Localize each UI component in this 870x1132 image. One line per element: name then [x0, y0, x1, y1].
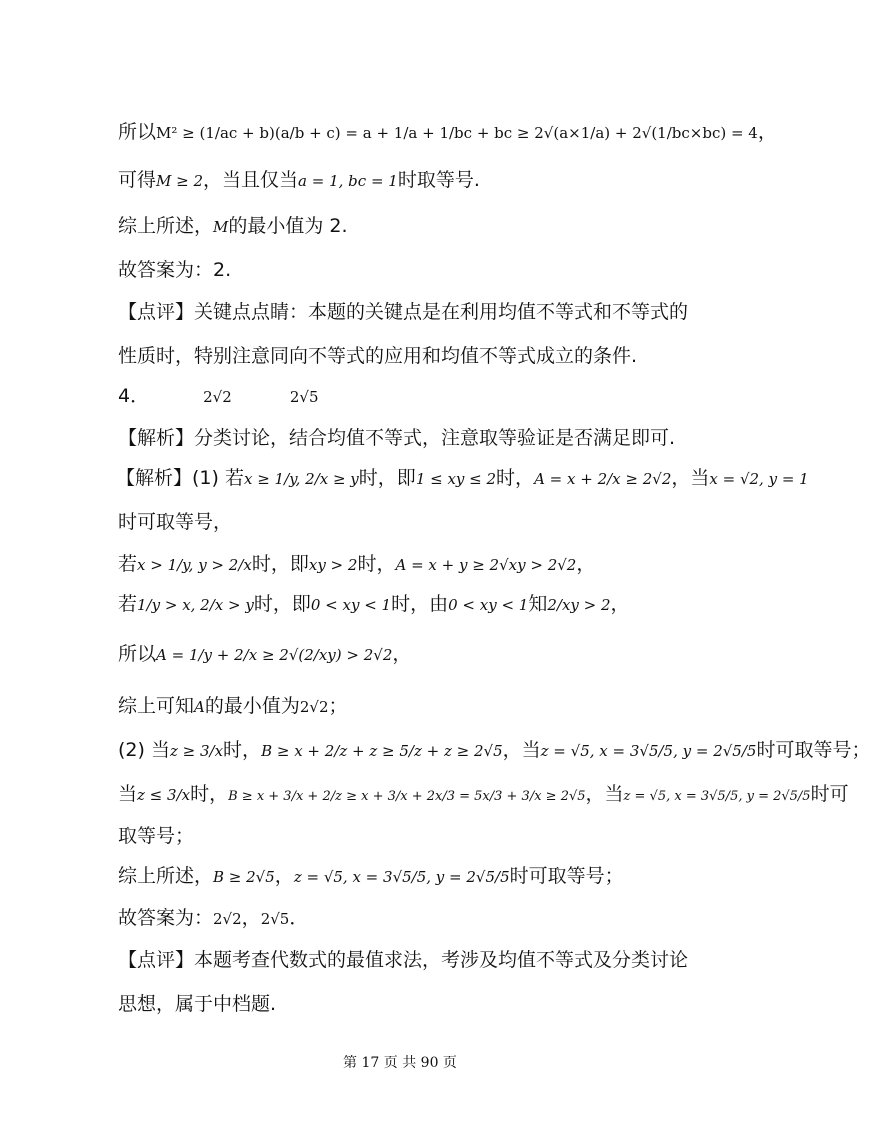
formula-2-over-xy: 2/xy > 2	[547, 596, 611, 614]
formula-equality-condition: a = 1, bc = 1	[298, 172, 398, 190]
line-4: 故答案为：2.	[118, 259, 232, 281]
formula-b-case2: B ≥ x + 3/x + 2/z ≥ x + 3/x + 2x/3 = 5x/3 + 3/x ≥ 2√5	[228, 789, 586, 804]
formula-a: A	[194, 698, 205, 716]
question-4-answers: 4． 2√2 2√5	[118, 385, 319, 407]
final-comment-line-2: 思想，属于中档题.	[118, 993, 277, 1015]
analysis-line-5: 所以A = 1/y + 2/x ≥ 2√(2/xy) > 2√2，	[118, 643, 412, 665]
line-3: 综上所述，M的最小值为 2.	[118, 215, 348, 237]
formula-m-ge-2: M ≥ 2	[156, 172, 204, 190]
final-answer: 故答案为：2√2，2√5．	[118, 907, 309, 929]
final-answer-2: 2√5	[260, 910, 290, 928]
analysis-line-2: 时可取等号，	[118, 511, 233, 533]
comment-line-2: 性质时，特别注意同向不等式的应用和均值不等式成立的条件.	[118, 345, 638, 367]
formula-a-case2: A = x + y ≥ 2√xy > 2√2	[395, 556, 577, 574]
formula-z-le: z ≤ 3/x	[137, 786, 191, 804]
comment-line-1: 【点评】关键点点睛：本题的关键点是在利用均值不等式和不等式的	[118, 301, 689, 323]
line-2: 可得M ≥ 2，当且仅当a = 1, bc = 1时取等号.	[118, 169, 480, 191]
formula-m: M	[213, 218, 229, 236]
analysis-line-1: 【解析】(1) 若x ≥ 1/y, 2/x ≥ y时，即1 ≤ xy ≤ 2时，A = x + 2/x ≥ 2√2，当x = √2, y = 1	[116, 467, 809, 489]
formula-b-min: B ≥ 2√5	[213, 868, 275, 886]
analysis-line-6: 综上可知A的最小值为2√2；	[118, 695, 348, 717]
formula-m-squared-inequality: M² ≥ (1/ac + b)(a/b + c) = a + 1/a + 1/bc + bc ≥ 2√(a×1/a) + 2√(1/bc×bc) = 4	[156, 124, 758, 142]
analysis-line-9: 取等号；	[118, 825, 195, 847]
formula-xy-gt-2: xy > 2	[308, 556, 358, 574]
formula-xy-lt-1-repeat: 0 < xy < 1	[448, 596, 529, 614]
formula-b-equality: z = √5, x = 3√5/5, y = 2√5/5	[293, 868, 510, 886]
formula-xy-lt-1: 0 < xy < 1	[310, 596, 392, 614]
formula-case1-condition: x ≥ 1/y, 2/x ≥ y	[243, 470, 359, 488]
analysis-summary: 【解析】分类讨论，结合均值不等式，注意取等验证是否满足即可.	[118, 427, 676, 449]
formula-a-case3: A = 1/y + 2/x ≥ 2√(2/xy) > 2√2	[156, 646, 393, 664]
analysis-line-3: 若x > 1/y, y > 2/x时，即xy > 2时，A = x + y ≥ 2√xy > 2√2，	[118, 553, 596, 575]
final-comment-line-1: 【点评】本题考查代数式的最值求法，考涉及均值不等式及分类讨论	[118, 949, 689, 971]
analysis-line-10: 综上所述，B ≥ 2√5，z = √5, x = 3√5/5, y = 2√5/5时可取等号；	[118, 865, 624, 887]
formula-b-case1-equality: z = √5, x = 3√5/5, y = 2√5/5	[540, 742, 757, 760]
formula-z-ge: z ≥ 3/x	[169, 742, 224, 760]
formula-case2-condition: x > 1/y, y > 2/x	[137, 556, 252, 574]
analysis-line-8: 当z ≤ 3/x时，B ≥ x + 3/x + 2/z ≥ x + 3/x + 2x/3 = 5x/3 + 3/x ≥ 2√5，当z = √5, x = 3√5/5, y = 2√5/5时可	[118, 783, 849, 805]
formula-a-bound: A = x + 2/x ≥ 2√2	[534, 470, 672, 488]
formula-b-case1: B ≥ x + 2/z + z ≥ 5/z + z ≥ 2√5	[261, 742, 503, 760]
page-footer: 第 17 页 共 90 页	[343, 1055, 457, 1071]
formula-a-min: 2√2	[299, 698, 329, 716]
final-answer-1: 2√2	[213, 910, 242, 928]
formula-case1-equality: x = √2, y = 1	[709, 470, 809, 488]
analysis-line-7: (2) 当z ≥ 3/x时，B ≥ x + 2/z + z ≥ 5/z + z ≥ 2√5，当z = √5, x = 3√5/5, y = 2√5/5时可取等号；	[118, 739, 870, 761]
formula-b-case2-equality: z = √5, x = 3√5/5, y = 2√5/5	[623, 789, 811, 804]
answer-2: 2√5	[289, 388, 319, 406]
analysis-line-4: 若1/y > x, 2/x > y时，即0 < xy < 1时，由0 < xy < 1知2/xy > 2，	[118, 593, 630, 615]
line-1: 所以M² ≥ (1/ac + b)(a/b + c) = a + 1/a + 1/bc + bc ≥ 2√(a×1/a) + 2√(1/bc×bc) = 4，	[118, 121, 777, 143]
answer-1: 2√2	[203, 388, 232, 406]
formula-case3-condition: 1/y > x, 2/x > y	[137, 596, 254, 614]
formula-xy-range: 1 ≤ xy ≤ 2	[415, 470, 497, 488]
